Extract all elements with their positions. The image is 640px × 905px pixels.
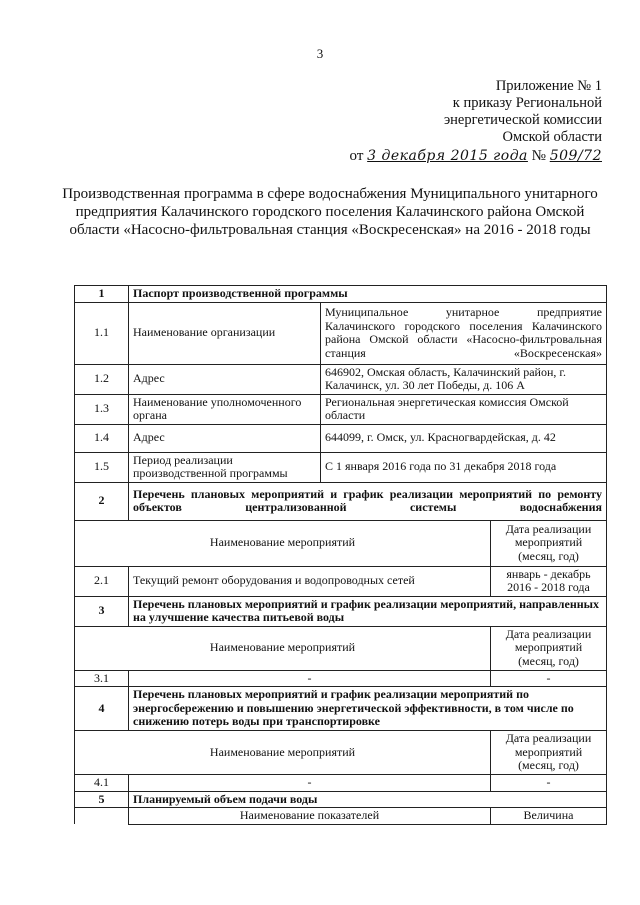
empty-cell: [75, 808, 129, 825]
table-row: [75, 775, 607, 792]
section-number: 4: [75, 687, 129, 731]
row-label: Адрес: [129, 364, 321, 394]
row-number: 2.1: [75, 566, 129, 596]
document-title: Производственная программа в сфере водоснабжения Муниципального унитарного предприятия Калачинского городского поселения Калачинского района Омской области «Насосно-фильтровальная станция «Воскресенская» на 2016 - 2018 годы: [62, 186, 598, 238]
measures-header: Наименование мероприятий: [75, 731, 491, 775]
section-title: Перечень плановых мероприятий и график реализации мероприятий по энергосбережению и повышению энергетической эффективности, в том числе по снижению потерь воды при транспортировке: [129, 687, 607, 731]
column-header-row: [75, 808, 607, 825]
row-value: -: [491, 670, 607, 687]
from-label: от: [349, 148, 364, 164]
table-row: [75, 452, 607, 482]
row-label: Наименование организации: [129, 302, 321, 364]
row-value: 646902, Омская область, Калачинский район, г. Калачинск, ул. 30 лет Победы, д. 106 А: [321, 364, 607, 394]
row-number: 3.1: [75, 670, 129, 687]
date-header: Дата реализации мероприятий (месяц, год): [491, 731, 607, 775]
table-row: [75, 566, 607, 596]
row-number: 1.4: [75, 424, 129, 452]
column-header-row: [75, 731, 607, 775]
table-row: [75, 302, 607, 364]
section-2-header-row: [75, 482, 607, 520]
row-number: 1.5: [75, 452, 129, 482]
section-5-header-row: [75, 791, 607, 808]
row-label: Наименование уполномоченного органа: [129, 394, 321, 424]
indicators-header: Наименование показателей: [129, 808, 491, 825]
table-row: [75, 670, 607, 687]
row-label: Адрес: [129, 424, 321, 452]
row-label: -: [129, 670, 491, 687]
section-title: Паспорт производственной программы: [129, 286, 607, 303]
value-header: Величина: [491, 808, 607, 825]
table-row: [75, 394, 607, 424]
appendix-line-1: Приложение № 1: [495, 78, 602, 94]
appendix-line-4: Омской области: [502, 129, 602, 145]
table-row: [75, 424, 607, 452]
row-number: 1.3: [75, 394, 129, 424]
appendix-line-2: к приказу Региональной: [452, 95, 602, 111]
measures-header: Наименование мероприятий: [75, 626, 491, 670]
column-header-row: [75, 626, 607, 670]
section-number: 3: [75, 596, 129, 626]
section-number: 1: [75, 286, 129, 303]
page-number: 3: [316, 46, 324, 61]
row-number: 4.1: [75, 775, 129, 792]
row-value: С 1 января 2016 года по 31 декабря 2018 года: [321, 452, 607, 482]
date-header: Дата реализации мероприятий (месяц, год): [491, 626, 607, 670]
date-header: Дата реализации мероприятий (месяц, год): [491, 520, 607, 566]
section-title: Планируемый объем подачи воды: [129, 791, 607, 808]
section-4-header-row: [75, 687, 607, 731]
measures-header: Наименование мероприятий: [75, 520, 491, 566]
section-number: 5: [75, 791, 129, 808]
table-row: [75, 364, 607, 394]
number-label: №: [531, 148, 546, 164]
section-1-header-row: [75, 286, 607, 303]
row-value: январь - декабрь 2016 - 2018 года: [491, 566, 607, 596]
section-title: Перечень плановых мероприятий и график реализации мероприятий, направленных на улучшение качества питьевой воды: [129, 596, 607, 626]
row-value: -: [491, 775, 607, 792]
row-number: 1.2: [75, 364, 129, 394]
appendix-line-3: энергетической комиссии: [443, 112, 602, 128]
handwritten-number: 509/72: [549, 148, 602, 164]
row-label: -: [129, 775, 491, 792]
row-value: Муниципальное унитарное предприятие Калачинского городского поселения Калачинского района Омской области «Насосно-фильтровальная станция «Воскресенская»: [321, 302, 607, 364]
section-number: 2: [75, 482, 129, 520]
row-label: Период реализации производственной программы: [129, 452, 321, 482]
row-label: Текущий ремонт оборудования и водопроводных сетей: [129, 566, 491, 596]
section-title: Перечень плановых мероприятий и график реализации мероприятий по ремонту объектов централизованной системы водоснабжения: [129, 482, 607, 520]
row-number: 1.1: [75, 302, 129, 364]
appendix-header: [350, 78, 602, 165]
section-3-header-row: [75, 596, 607, 626]
order-date-line: [350, 148, 602, 165]
row-value: Региональная энергетическая комиссия Омской области: [321, 394, 607, 424]
column-header-row: [75, 520, 607, 566]
handwritten-date: 3 декабря 2015 года: [367, 148, 528, 164]
program-table: [74, 285, 607, 825]
row-value: 644099, г. Омск, ул. Красногвардейская, д. 42: [321, 424, 607, 452]
